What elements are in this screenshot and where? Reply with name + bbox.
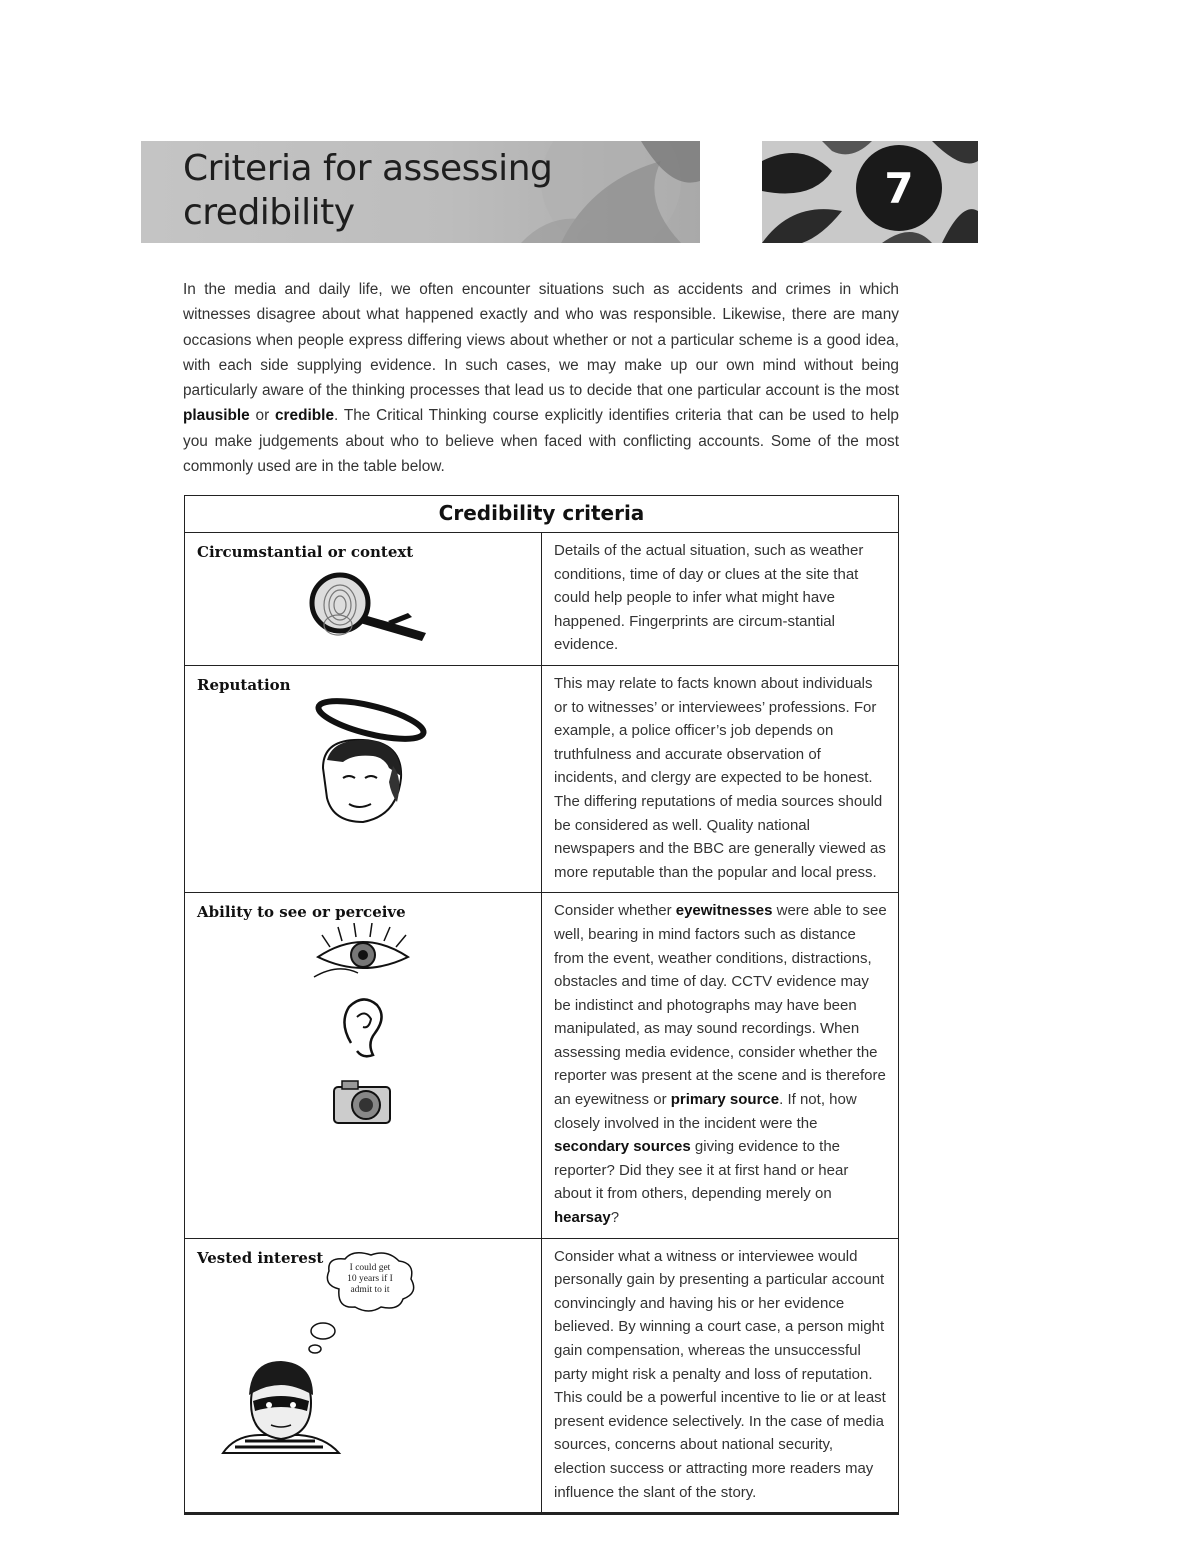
chapter-artwork (762, 141, 978, 243)
criterion-cell-vested-interest (185, 1238, 542, 1514)
title-line-2: credibility (183, 192, 355, 233)
page-title (183, 147, 603, 235)
thought-bubble-text (335, 1263, 405, 1296)
bubble-line: admit to it (350, 1284, 390, 1295)
table-row (185, 665, 899, 892)
criterion-label: Ability to see or perceive (197, 903, 406, 922)
table-title: Credibility criteria (185, 496, 899, 533)
bubble-line: 10 years if I (347, 1273, 393, 1284)
criterion-description (542, 893, 899, 1238)
criterion-label: Circumstantial or context (197, 543, 414, 561)
intro-term-plausible: plausible (183, 407, 250, 425)
intro-text-1: In the media and daily life, we often encounter situations such as accidents and crimes in which witnesses disagree about what happened exactly and who was responsible. Likewise, there are many occasions when people express differing views about whether or not a particular scheme is a good idea, with each side supplying evidence. In such cases, we may make up our own mind without being particularly aware of the thinking processes that lead us to decide that one particular account is the most (183, 281, 899, 400)
description-text: Consider whether (554, 902, 676, 920)
criterion-label: Vested interest (197, 1248, 324, 1267)
table-row (185, 1238, 899, 1514)
intro-paragraph (183, 277, 899, 479)
title-line-1: Criteria for assessing (183, 148, 553, 189)
criterion-cell-perception (185, 893, 542, 1238)
bubble-line: I could get (349, 1262, 391, 1273)
term-secondary-sources: secondary sources (554, 1138, 691, 1156)
term-eyewitnesses: eyewitnesses (675, 902, 773, 920)
camera-icon (328, 1073, 398, 1129)
criterion-description: Details of the actual situation, such as weather conditions, time of day or clues at the site that could help people to infer what might have happened. Fingerprints are circum-stantial evidence. (542, 533, 899, 666)
table-header-row (185, 496, 899, 533)
table-row (185, 893, 899, 1238)
description-text: . If not, how closely involved in the incident were the (554, 1091, 857, 1132)
description-text: ? (610, 1209, 620, 1227)
intro-text-3: . The Critical Thinking course explicitly identifies criteria that can be used to help you make judgements about who to believe when faced with conflicting accounts. Some of the most commonly used are in the table below. (183, 407, 899, 476)
term-hearsay: hearsay (554, 1209, 611, 1227)
chapter-number-badge: 7 (856, 145, 942, 231)
intro-term-credible: credible (275, 407, 335, 425)
description-text: were able to see well, bearing in mind factors such as distance from the event, weather conditions, distractions, obstacles and time of day. CCTV evidence may be indistinct and photographs may have been manipulated, as may sound recordings. When assessing media evidence, consider whether the reporter was present at the scene and is therefore an eyewitness or (554, 902, 887, 1109)
eye-icon (308, 923, 418, 983)
criterion-description: Consider what a witness or interviewee would personally gain by presenting a particular account convincingly and having his or her evidence believed. By winning a court case, a person might gain compensation, whereas the unsuccessful party might risk a penalty and loss of reputation. This could be a powerful incentive to lie or at least present evidence selectively. In the case of media sources, concerns about national security, election success or attracting more readers may influence the slant of the story. (542, 1238, 899, 1514)
criterion-cell-reputation (185, 665, 542, 892)
masked-burglar-icon (215, 1355, 345, 1455)
magnifying-glass-fingerprint-icon (288, 563, 438, 643)
credibility-criteria-table (184, 495, 899, 1515)
ear-icon (333, 993, 393, 1063)
criterion-description: This may relate to facts known about individuals or to witnesses’ or interviewees’ professions. For example, a police officer’s job depends on truthfulness and accurate observation of incidents, and clergy are expected to be honest. The differing reputations of media sources should be considered as well. Quality national newspapers and the BBC are generally viewed as more reputable than the popular and local press. (542, 665, 899, 892)
table-row (185, 533, 899, 666)
criterion-cell-circumstantial (185, 533, 542, 666)
criterion-label: Reputation (197, 675, 291, 694)
halo-face-icon (293, 698, 433, 828)
chapter-header-band (141, 141, 700, 243)
term-primary-source: primary source (670, 1091, 780, 1109)
description-text: giving evidence to the reporter? Did they see it at first hand or hear about it from others, depending merely on (554, 1138, 849, 1203)
intro-text-2: or (249, 407, 275, 425)
